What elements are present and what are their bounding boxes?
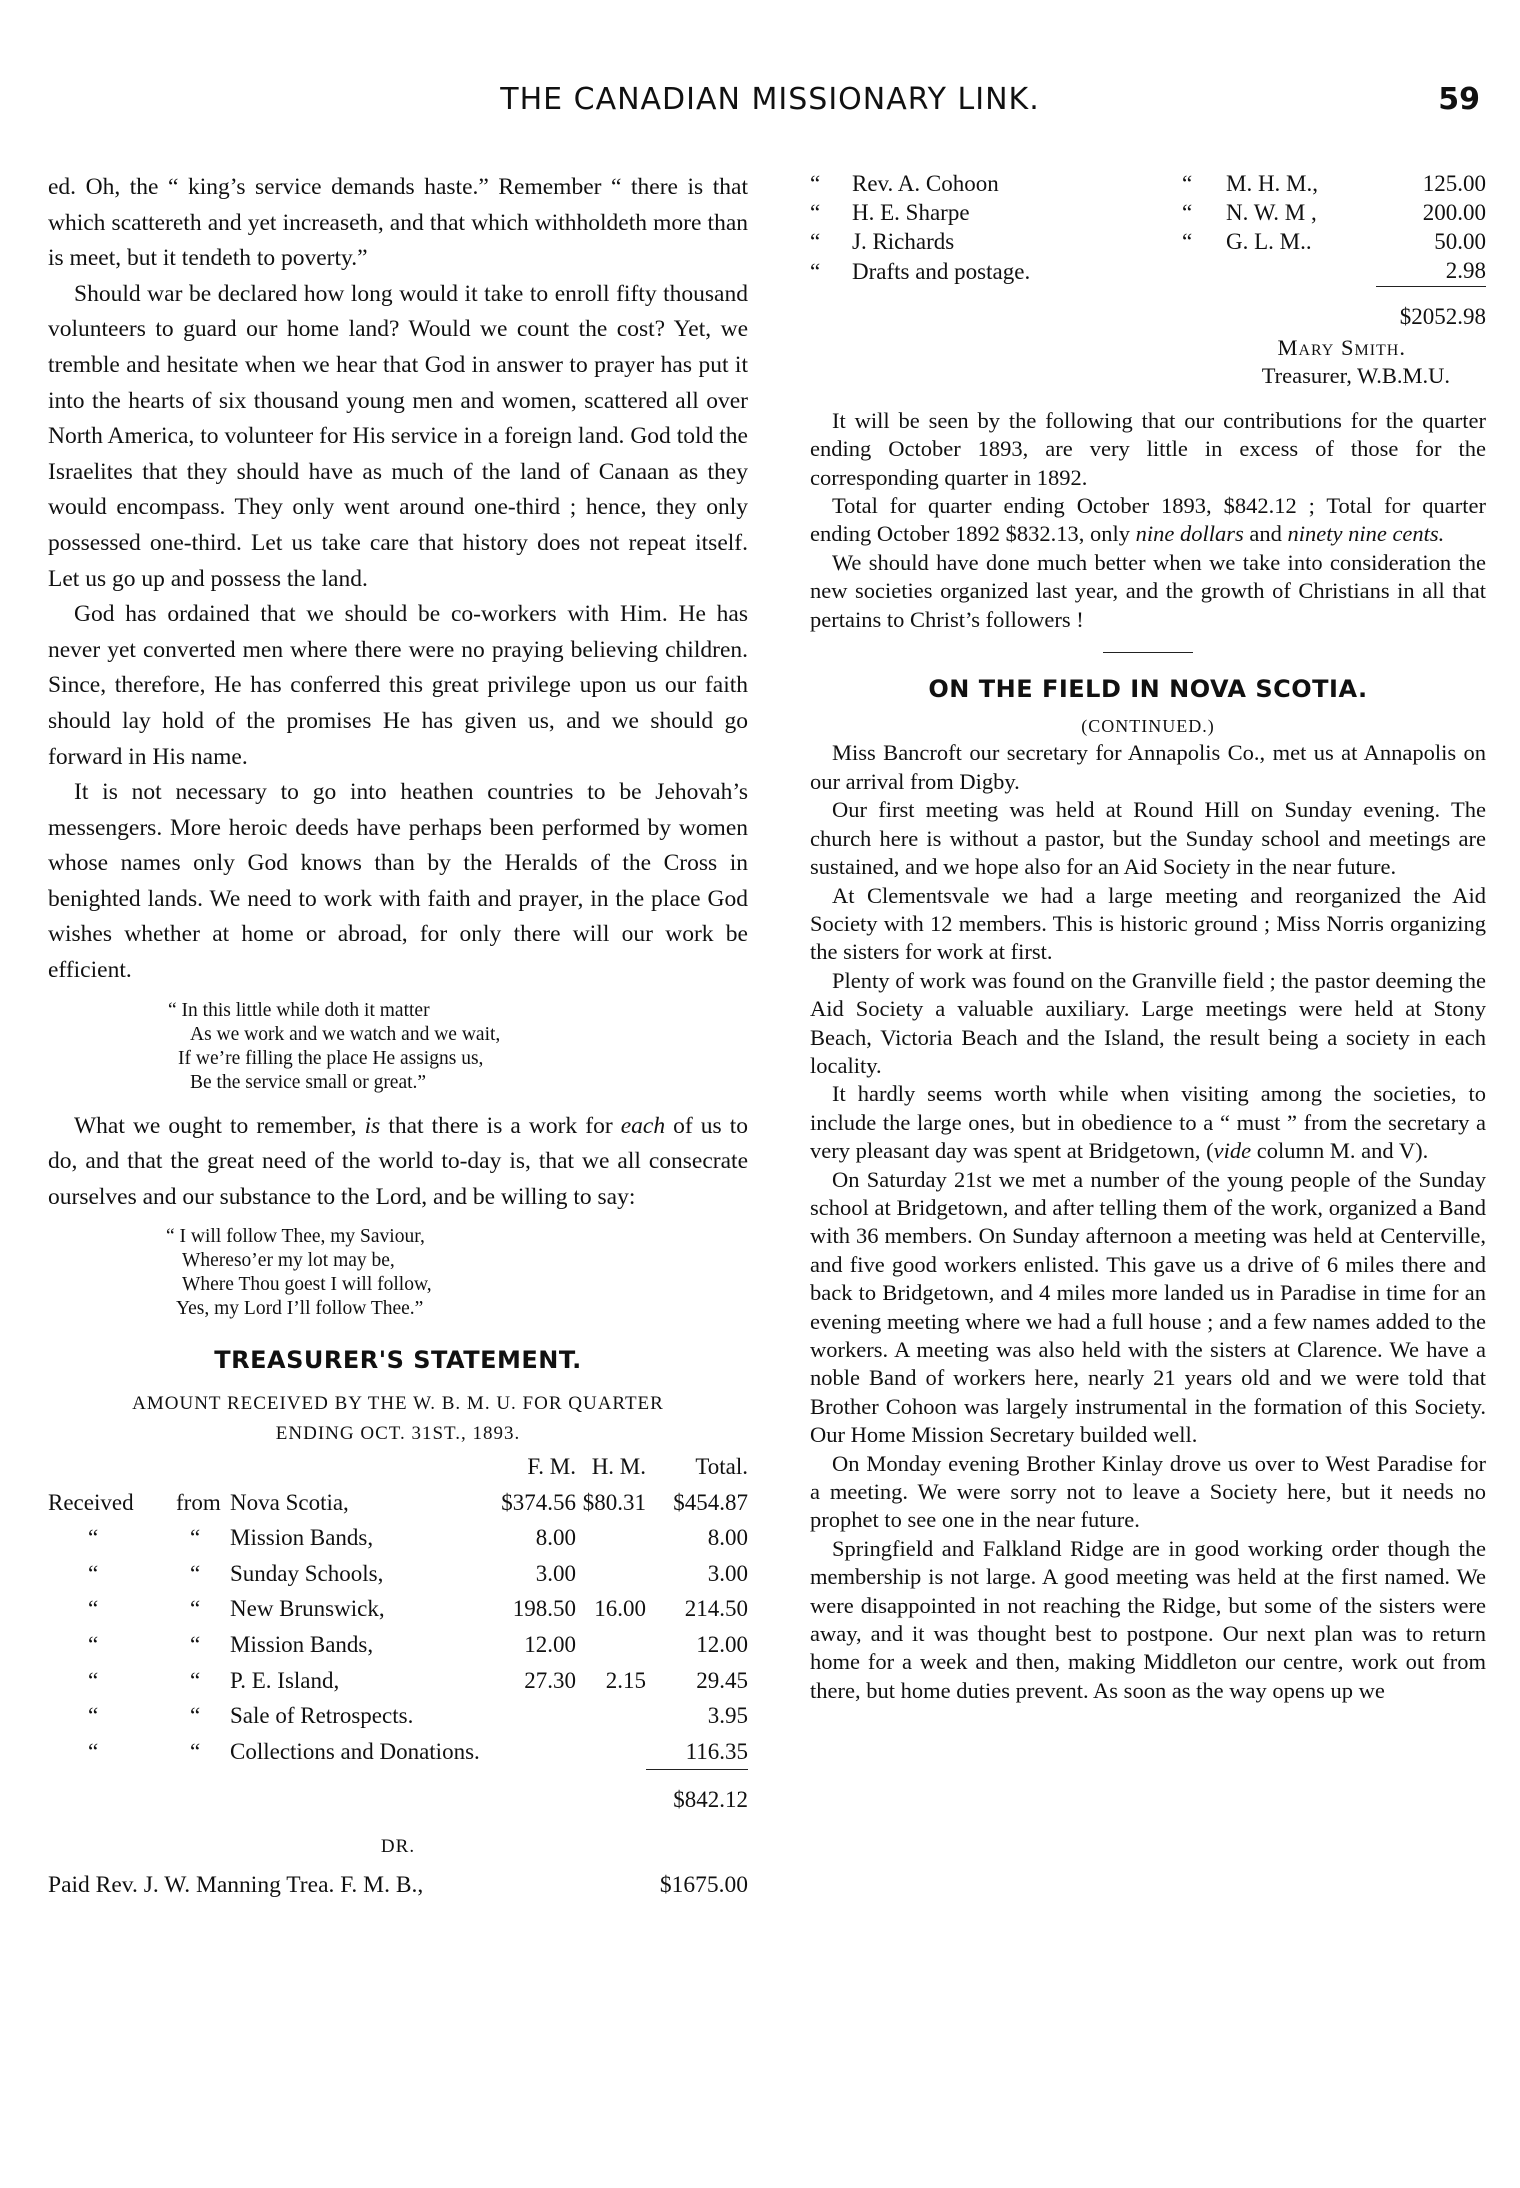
paragraph: It is not necessary to go into heathen countries to be Jehovah’s messengers. More heroic deeds have perhaps been performed by women whose names only God knows than by the Heralds of the Cross in benighted lands. We need to work with faith and prayer, in the place God wishes whether at home or abroad, for only there will our work be efficient. <box>48 779 748 984</box>
section-divider <box>1103 652 1193 653</box>
payments-total: $2052.98 <box>1399 304 1486 330</box>
poem-quote <box>166 1225 748 1321</box>
paragraph: It will be seen by the following that our contributions for the quarter ending October 1893, are very little in excess of those for the corresponding quarter in 1892. <box>810 407 1486 490</box>
table-row: “ Rev. A. Cohoon “ M. H. M., 125.00 <box>810 171 1486 197</box>
paragraph: Total for quarter ending October 1893, $842.12 ; Total for quarter ending October 1892 $832.13, only nine dollars and ninety nine cents. <box>810 493 1486 547</box>
paid-amount: $1675.00 <box>659 1871 748 1898</box>
poem-line: “ In this little while doth it matter <box>168 999 430 1021</box>
paragraph: On Saturday 21st we met a number of the young people of the Sunday school at Bridgetown, and after telling them of the work, organized a Band with 36 members. On Sunday afternoon a meeting was held at Centerville, and five good workers enlisted. This gave us a drive of 6 miles there and back to Bridgetown, and 4 miles more landed us in Paradise in time for an evening meeting where we had a full house ; and a few names added to the workers. A meeting was also held with the sisters at Clarence. We have a noble Band of workers here, nearly 21 years old and we were told that Brother Cohoon was largely instrumental in the formation of this Society. Our Home Mission Secretary builded well. <box>810 1166 1486 1448</box>
table-row: Received from Nova Scotia, $374.56 $80.31 $454.87 <box>48 1489 748 1515</box>
table-row: “ “ Mission Bands, 8.00 8.00 <box>88 1525 748 1551</box>
paragraph: At Clementsvale we had a large meeting and reorganized the Aid Society with 12 members. This is historic ground ; Miss Norris organizing the sisters for work at first. <box>810 882 1486 965</box>
poem-line: Whereso’er my lot may be, <box>182 1250 395 1272</box>
sum-rule-row <box>48 1770 748 1783</box>
sum-row <box>810 303 1486 332</box>
statement-total: $842.12 <box>673 1787 748 1813</box>
paragraph: Should war be declared how long would it take to enroll fifty thousand volunteers to guard our home land? Would we count the cost? Yet, we tremble and hesitate when we hear that God in answer to prayer has put it into the hearts of six thousand young men and women, scattered all over North America, to volunteer for His service in a foreign land. God told the Israelites that they should have as much of the land of Canaan as they would encompass. They only went around one-third ; hence, they only possessed one-third. Let us take care that history does not repeat itself. Let us go up and possess the land. <box>48 280 748 592</box>
column-header: F. M. <box>527 1454 576 1480</box>
treasurer-table <box>48 1449 748 1818</box>
sum-row <box>48 1782 748 1818</box>
column-header: Total. <box>695 1454 748 1480</box>
poem-line: As we work and we watch and we wait, <box>190 1023 501 1045</box>
paragraph: ed. Oh, the “ king’s service demands haste.” Remember “ there is that which scattereth and yet increaseth, and that which withholdeth more than is meet, but it tendeth to poverty.” <box>48 174 748 272</box>
statement-subtitle: ENDING OCT. 31ST., 1893. <box>275 1423 521 1445</box>
running-title: THE CANADIAN MISSIONARY LINK. <box>500 82 1040 117</box>
page-number: 59 <box>1438 82 1480 117</box>
paragraph: Springfield and Falkland Ridge are in good working order though the membership is not large. A good meeting was held at the first named. We were disappointed in not reaching the Ridge, but some of the sisters were away, and it was thought best to postpone. Our next plan was to return home for a week and then, making Middleton our centre, work out from there, but home duties prevent. As soon as the way opens up we <box>810 1535 1486 1703</box>
sum-rule-row <box>810 287 1486 304</box>
signer-name: Mary Smith. <box>1277 335 1406 360</box>
table-row: “ Drafts and postage. 2.98 <box>810 258 1486 284</box>
left-column <box>48 170 748 1904</box>
payments-table <box>810 170 1486 332</box>
paragraph: God has ordained that we should be co-workers with Him. He has never yet converted men where there were no praying believing children. Since, therefore, He has conferred this great privilege upon us our faith should lay hold of the promises He has given us, and we should go forward in His name. <box>48 601 748 770</box>
table-row: “ “ Sunday Schools, 3.00 3.00 <box>88 1560 748 1586</box>
table-row: “ “ Mission Bands, 12.00 12.00 <box>88 1632 748 1657</box>
paragraph: On Monday evening Brother Kinlay drove us over to West Paradise for a meeting. We were sorry not to leave a Society here, but it needs no prophet to see one in the near future. <box>810 1450 1486 1533</box>
poem-line: Yes, my Lord I’ll follow Thee.” <box>176 1298 424 1320</box>
right-column <box>810 170 1486 1705</box>
page-header <box>60 82 1480 132</box>
table-row: “ J. Richards “ G. L. M.. 50.00 <box>810 229 1486 255</box>
paragraph: Plenty of work was found on the Granville field ; the pastor deeming the Aid Society a valuable auxiliary. Large meetings were held at Stony Beach, Victoria Beach and the Island, the result being a society in each locality. <box>810 967 1486 1078</box>
section-title-field: ON THE FIELD IN NOVA SCOTIA. <box>928 675 1368 704</box>
paragraph: Our first meeting was held at Round Hill on Sunday evening. The church here is without a pastor, but the Sunday school and meetings are sustained, and we hope also for an Aid Society in the near future. <box>810 797 1486 880</box>
table-row: “ “ New Brunswick, 198.50 16.00 214.50 <box>88 1596 748 1622</box>
poem-line: Where Thou goest I will follow, <box>182 1274 432 1296</box>
poem-line: “ I will follow Thee, my Saviour, <box>166 1226 425 1248</box>
poem-line: Be the service small or great.” <box>190 1071 427 1093</box>
poem-quote <box>168 999 748 1095</box>
paragraph: We should have done much better when we take into consideration the new societies organized last year, and the growth of Christians in all that pertains to Christ’s followers ! <box>810 549 1486 632</box>
paragraph: Miss Bancroft our secretary for Annapolis Co., met us at Annapolis on our arrival from Digby. <box>810 740 1486 794</box>
table-row: “ H. E. Sharpe “ N. W. M , 200.00 <box>810 200 1486 226</box>
table-row: “ “ Sale of Retrospects. 3.95 <box>88 1703 748 1729</box>
paragraph: What we ought to remember, is that there is a work for each of us to do, and that the great need of the world to-day is, that we all consecrate ourselves and our substance to the Lord, and be willing to say: <box>48 1112 749 1210</box>
paid-label: Paid Rev. J. W. Manning Trea. F. M. B., <box>48 1871 424 1898</box>
table-row: “ “ Collections and Donations. 116.35 <box>88 1738 748 1765</box>
table-header-row <box>48 1449 748 1485</box>
poem-line: If we’re filling the place He assigns us, <box>178 1047 484 1069</box>
paid-row <box>48 1868 748 1904</box>
debit-heading: DR. <box>380 1835 416 1857</box>
paragraph: It hardly seems worth while when visiting among the societies, to include the large ones, but in obedience to a “ must ” from the secretary a very pleasant day was spent at Bridgetown, (vide column M. and V). <box>810 1081 1486 1164</box>
table-row: “ “ P. E. Island, 27.30 2.15 29.45 <box>88 1667 748 1693</box>
statement-subtitle: AMOUNT RECEIVED BY THE W. B. M. U. FOR QUARTER <box>132 1393 664 1415</box>
column-header: H. M. <box>591 1454 646 1480</box>
continued-label: (CONTINUED.) <box>1081 716 1215 737</box>
section-title-treasurer: TREASURER'S STATEMENT. <box>214 1346 582 1375</box>
signer-title: Treasurer, W.B.M.U. <box>1261 363 1450 389</box>
